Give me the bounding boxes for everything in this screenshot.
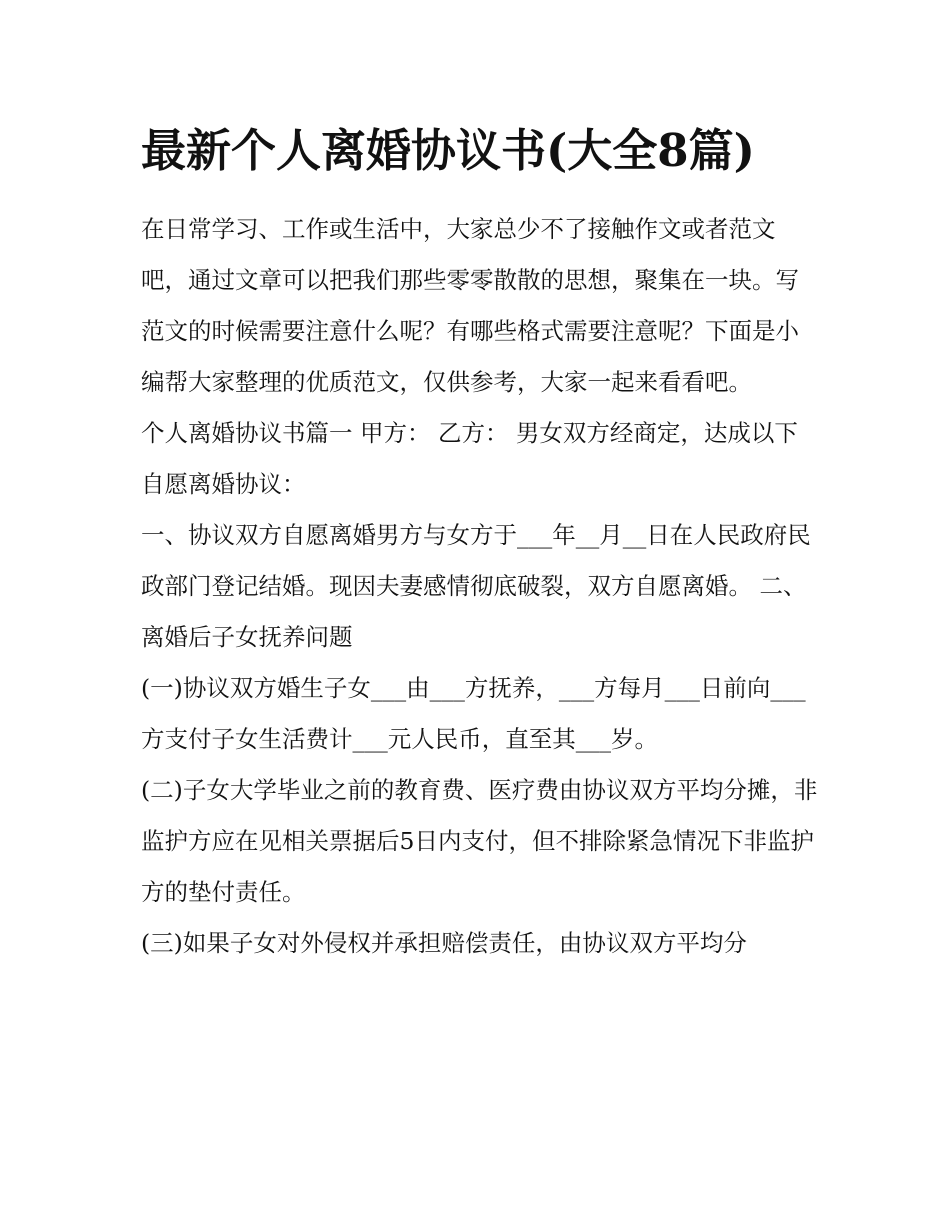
document-body bbox=[141, 204, 821, 969]
paragraph-clause-2-2: (二)子女大学毕业之前的教育费、医疗费由协议双方平均分摊，非监护方应在见相关票据后5日内支付，但不排除紧急情况下非监护方的垫付责任。 bbox=[141, 776, 818, 906]
paragraph-intro: 在日常学习、工作或生活中，大家总少不了接触作文或者范文吧，通过文章可以把我们那些零零散散的思想，聚集在一块。写范文的时候需要注意什么呢？有哪些格式需要注意呢？下面是小编帮大家整理的优质范文，仅供参考，大家一起来看看吧。 bbox=[141, 215, 799, 396]
paragraph-parties: 个人离婚协议书篇一 甲方： 乙方： 男女双方经商定，达成以下自愿离婚协议： bbox=[141, 419, 798, 498]
paragraph-clause-1: 一、协议双方自愿离婚男方与女方于___年__月__日在人民政府民政部门登记结婚。现因夫妻感情彻底破裂，双方自愿离婚。 二、离婚后子女抚养问题 bbox=[141, 521, 811, 651]
paragraph-clause-2-3: (三)如果子女对外侵权并承担赔偿责任，由协议双方平均分 bbox=[141, 929, 747, 957]
document-title: 最新个人离婚协议书(大全8篇) bbox=[141, 124, 755, 177]
document-content bbox=[141, 112, 821, 969]
paragraph-clause-2-1: (一)协议双方婚生子女___由___方抚养，___方每月___日前向___方支付子女生活费计___元人民币，直至其___岁。 bbox=[141, 674, 806, 753]
